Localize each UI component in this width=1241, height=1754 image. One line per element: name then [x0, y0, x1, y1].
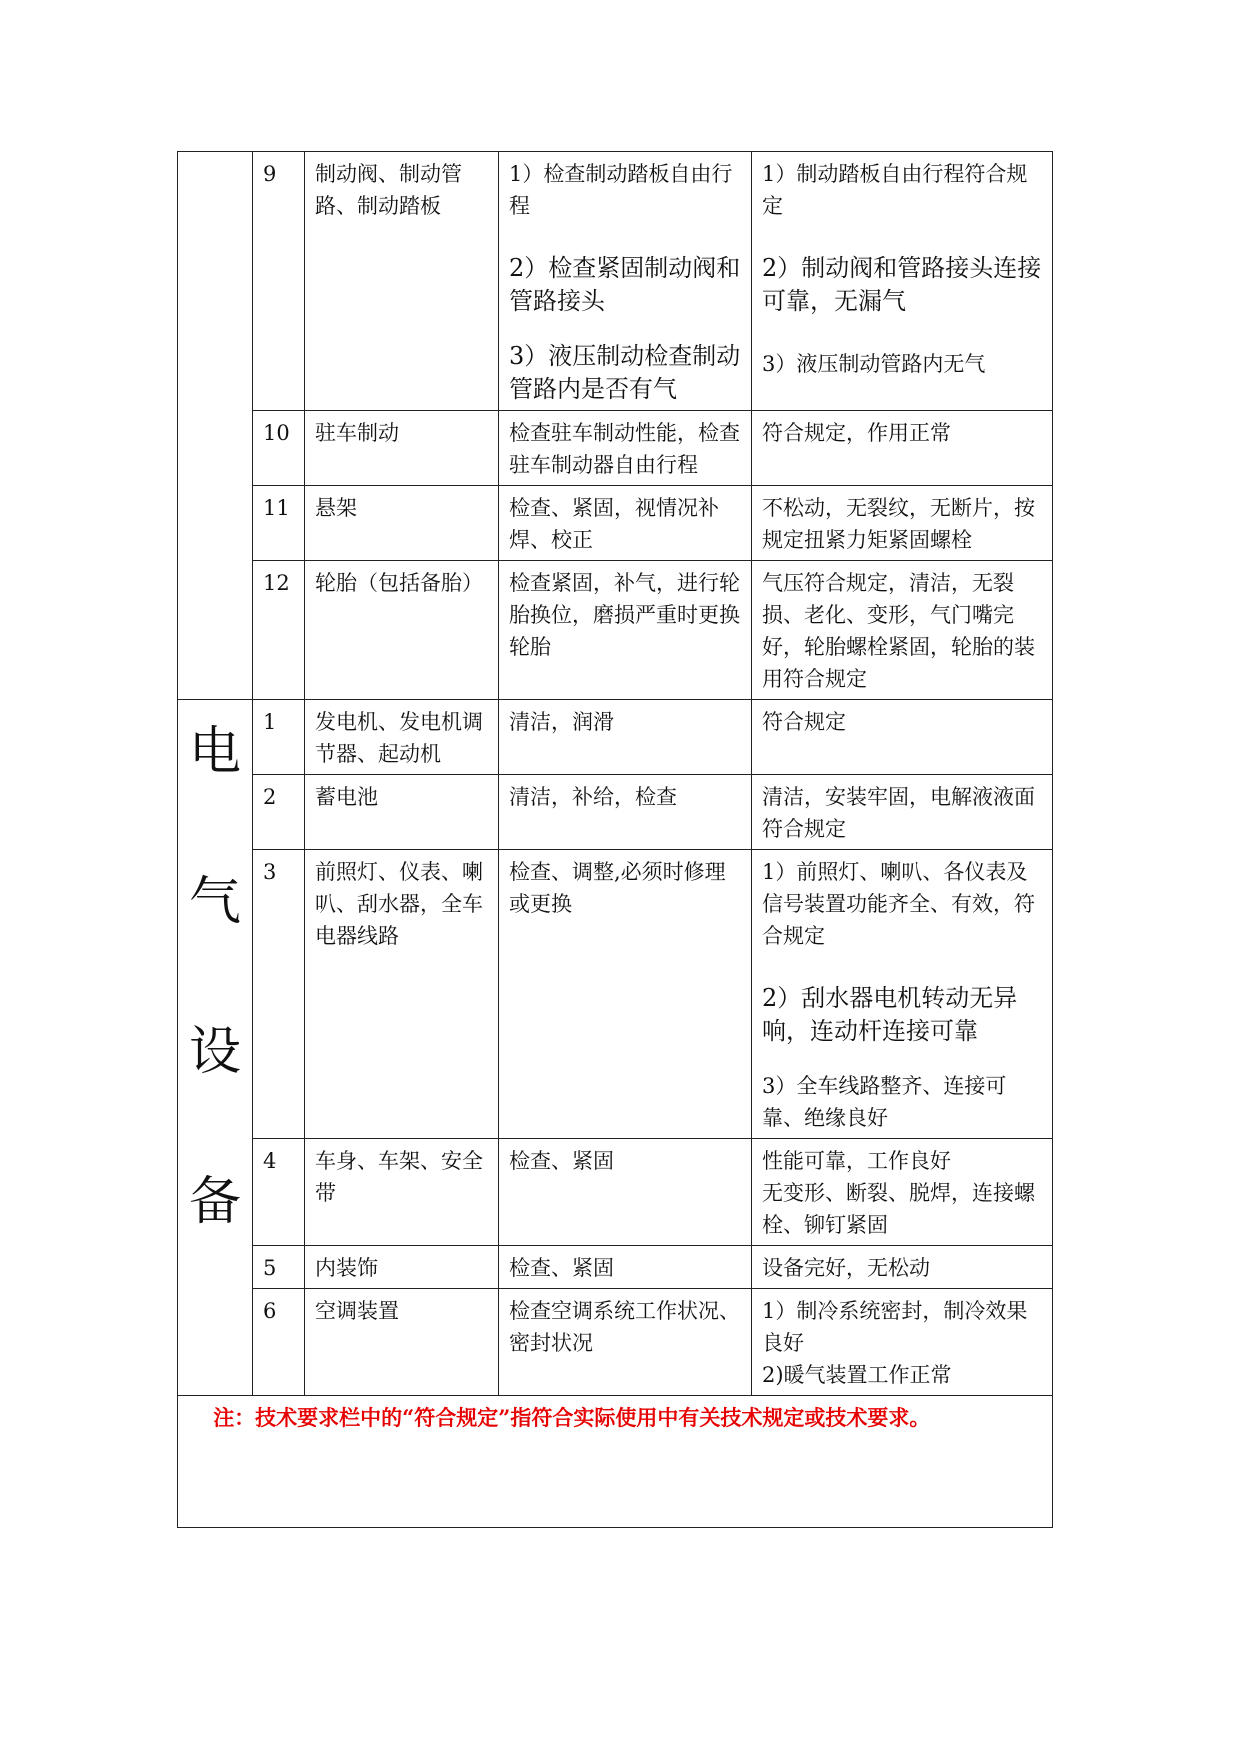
- method-cell: [499, 152, 752, 411]
- row-number: 4: [253, 1139, 305, 1246]
- method-line: 1）检查制动踏板自由行程: [509, 162, 733, 218]
- row-number: 3: [253, 850, 305, 1139]
- table-row: [178, 1289, 1053, 1396]
- method-cell: 检查、紧固，视情况补焊、校正: [499, 486, 752, 561]
- requirement-cell: 符合规定: [752, 700, 1053, 775]
- requirement-cell: 符合规定，作用正常: [752, 411, 1053, 486]
- requirement-cell: 设备完好，无松动: [752, 1246, 1053, 1289]
- requirement-cell: 清洁，安装牢固，电解液液面符合规定: [752, 775, 1053, 850]
- method-cell: 检查紧固，补气，进行轮胎换位，磨损严重时更换轮胎: [499, 561, 752, 700]
- note-cell: [178, 1396, 1053, 1528]
- item-cell: 制动阀、制动管路、制动踏板: [305, 152, 499, 411]
- category-label: [188, 706, 242, 1326]
- maintenance-table: [177, 151, 1053, 1528]
- requirement-cell: [752, 1139, 1053, 1246]
- table-row: [178, 700, 1053, 775]
- item-cell: 车身、车架、安全带: [305, 1139, 499, 1246]
- row-number: 6: [253, 1289, 305, 1396]
- item-cell: 轮胎（包括备胎）: [305, 561, 499, 700]
- row-number: 1: [253, 700, 305, 775]
- row-number: 10: [253, 411, 305, 486]
- row-number: 5: [253, 1246, 305, 1289]
- requirement-cell: 不松动，无裂纹，无断片，按规定扭紧力矩紧固螺栓: [752, 486, 1053, 561]
- row-number: 2: [253, 775, 305, 850]
- row-number: 9: [253, 152, 305, 411]
- method-cell: 检查、调整,必须时修理或更换: [499, 850, 752, 1139]
- table-row: [178, 850, 1053, 1139]
- requirement-line: 1）前照灯、喇叭、各仪表及信号装置功能齐全、有效，符合规定: [762, 860, 1035, 948]
- requirement-line: 2）刮水器电机转动无异响，连动杆连接可靠: [762, 984, 1018, 1045]
- table-row: [178, 561, 1053, 700]
- method-cell: 检查、紧固: [499, 1246, 752, 1289]
- item-cell: 悬架: [305, 486, 499, 561]
- note-text: 注：技术要求栏中的“符合规定”指符合实际使用中有关技术规定或技术要求。: [213, 1405, 931, 1430]
- requirement-cell: [752, 152, 1053, 411]
- method-cell: 检查、紧固: [499, 1139, 752, 1246]
- requirement-line: 2)暖气装置工作正常: [762, 1363, 952, 1387]
- item-cell: 驻车制动: [305, 411, 499, 486]
- table-row-note: [178, 1396, 1053, 1528]
- method-cell: 清洁，润滑: [499, 700, 752, 775]
- category-cell-electrical: [178, 700, 253, 1396]
- table-row: [178, 1246, 1053, 1289]
- item-cell: 空调装置: [305, 1289, 499, 1396]
- table-row: [178, 411, 1053, 486]
- category-cell-chassis: [178, 152, 253, 700]
- method-line: 2）检查紧固制动阀和管路接头: [509, 254, 741, 315]
- requirement-line: 1）制冷系统密封，制冷效果良好: [762, 1299, 1028, 1355]
- requirement-line: 性能可靠，工作良好: [762, 1149, 951, 1173]
- requirement-cell: 气压符合规定，清洁，无裂损、老化、变形，气门嘴完好，轮胎螺栓紧固，轮胎的装用符合规定: [752, 561, 1053, 700]
- method-cell: 检查空调系统工作状况、密封状况: [499, 1289, 752, 1396]
- category-char: 气: [188, 872, 241, 932]
- category-char: 设: [188, 1022, 241, 1082]
- row-number: 11: [253, 486, 305, 561]
- method-cell: 清洁，补给，检查: [499, 775, 752, 850]
- requirement-line: 3）液压制动管路内无气: [762, 352, 986, 376]
- category-char: 备: [188, 1172, 241, 1232]
- category-char: 电: [188, 722, 241, 782]
- item-cell: 内装饰: [305, 1246, 499, 1289]
- requirement-line: 3）全车线路整齐、连接可靠、绝缘良好: [762, 1074, 1007, 1130]
- item-cell: 发电机、发电机调节器、起动机: [305, 700, 499, 775]
- table-row: [178, 775, 1053, 850]
- requirement-cell: [752, 850, 1053, 1139]
- item-cell: 蓄电池: [305, 775, 499, 850]
- table-row: [178, 152, 1053, 411]
- table-row: [178, 486, 1053, 561]
- row-number: 12: [253, 561, 305, 700]
- requirement-line: 1）制动踏板自由行程符合规定: [762, 162, 1028, 218]
- requirement-line: 2）制动阀和管路接头连接可靠，无漏气: [762, 254, 1042, 315]
- table-row: [178, 1139, 1053, 1246]
- requirement-line: 无变形、断裂、脱焊，连接螺栓、铆钉紧固: [762, 1181, 1035, 1237]
- item-cell: 前照灯、仪表、喇叭、刮水器，全车电器线路: [305, 850, 499, 1139]
- requirement-cell: [752, 1289, 1053, 1396]
- method-line: 3）液压制动检查制动管路内是否有气: [509, 342, 741, 403]
- method-cell: 检查驻车制动性能，检查驻车制动器自由行程: [499, 411, 752, 486]
